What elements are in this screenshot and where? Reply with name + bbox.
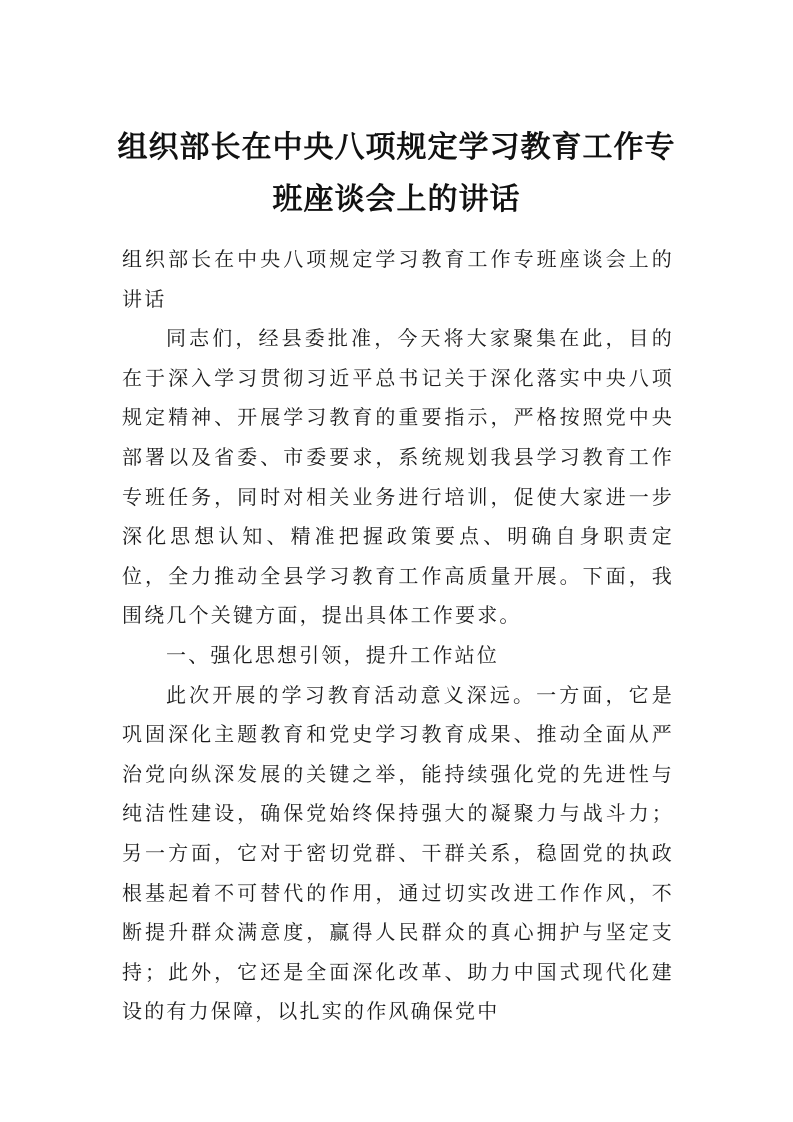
paragraph-section-1: 此次开展的学习教育活动意义深远。一方面，它是巩固深化主题教育和党史学习教育成果、推动全面从严治党向纵深发展的关键之举，能持续强化党的先进性与纯洁性建设，确保党始终保持强大的凝聚力与战斗力；另一方面，它对于密切党群、干群关系，稳固党的执政根基起着不可替代的作用，通过切实改进工作作风，不断提升群众满意度，赢得人民群众的真心拥护与坚定支持；此外，它还是全面深化改革、助力中国式现代化建设的有力保障，以扎实的作风确保党中 xyxy=(122,682,674,1024)
document-body xyxy=(122,240,674,1032)
document-title xyxy=(110,122,683,226)
document-subtitle: 组织部长在中央八项规定学习教育工作专班座谈会上的讲话 xyxy=(122,247,674,311)
paragraph-opening: 同志们，经县委批准，今天将大家聚集在此，目的在于深入学习贯彻习近平总书记关于深化落实中央八项规定精神、开展学习教育的重要指示，严格按照党中央部署以及省委、市委要求，系统规划我县学习教育工作专班任务，同时对相关业务进行培训，促使大家进一步深化思想认知、精准把握政策要点、明确自身职责定位，全力推动全县学习教育工作高质量开展。下面，我围绕几个关键方面，提出具体工作要求。 xyxy=(122,326,674,628)
section-heading-1: 一、强化思想引领，提升工作站位 xyxy=(166,642,499,667)
title-line-1: 组织部长在中央八项规定学习教育工作专 xyxy=(117,130,676,165)
title-line-2: 班座谈会上的讲话 xyxy=(272,182,521,217)
